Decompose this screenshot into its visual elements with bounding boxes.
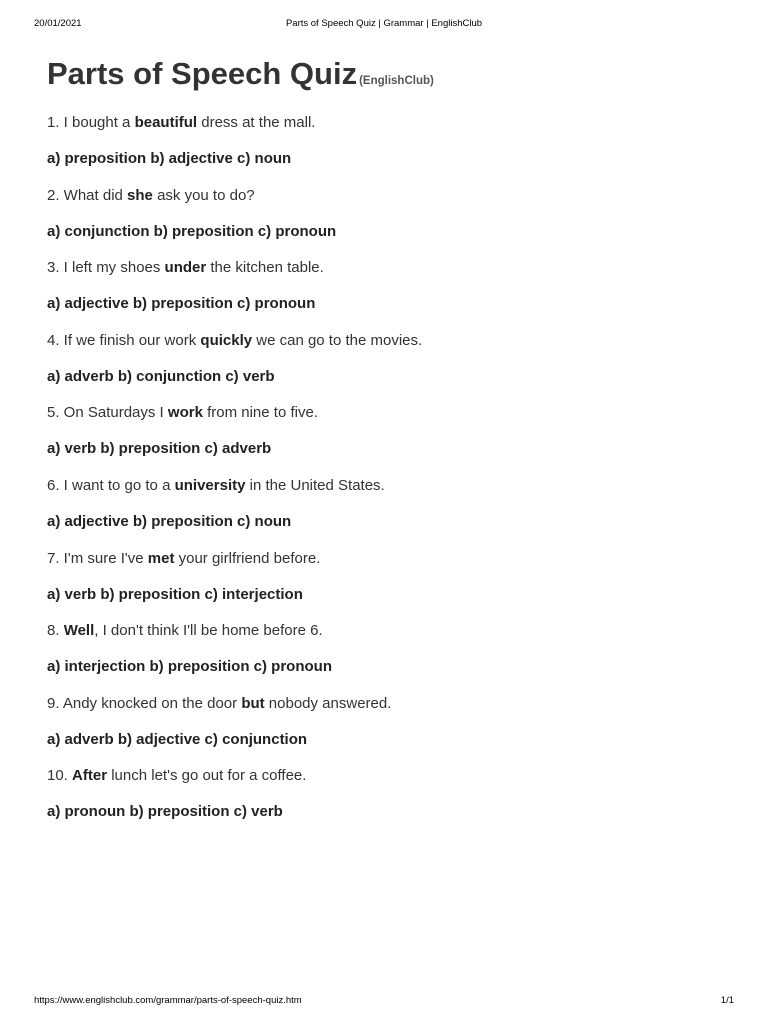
question-keyword: Well [63, 622, 95, 640]
question-3 [47, 259, 727, 332]
question-text [47, 695, 727, 731]
question-text [47, 259, 727, 295]
question-4 [47, 332, 727, 405]
question-text [47, 332, 727, 368]
title-row [47, 56, 727, 96]
title-source: (EnglishClub) [359, 75, 434, 87]
answer-options: a) adverb b) adjective c) conjunction [47, 730, 308, 748]
question-keyword: quickly [200, 331, 253, 349]
question-text [47, 767, 727, 803]
question-text [47, 404, 727, 440]
answer-options: a) adjective b) preposition c) pronoun [47, 295, 316, 313]
print-footer [34, 995, 734, 1007]
question-8 [47, 622, 727, 695]
print-date: 20/01/2021 [34, 18, 82, 29]
question-keyword: work [167, 404, 203, 422]
answer-options: a) verb b) preposition c) adverb [47, 440, 272, 458]
question-text-after: in the United States. [245, 476, 385, 494]
question-9 [47, 695, 727, 768]
question-keyword: beautiful [134, 114, 198, 131]
question-text-after: the kitchen table. [206, 259, 324, 277]
page-number: 1/1 [720, 995, 734, 1006]
page-title: Parts of Speech Quiz [47, 56, 358, 91]
answer-options: a) conjunction b) preposition c) pronoun [47, 222, 337, 240]
question-keyword: university [174, 476, 246, 494]
question-text-after: lunch let's go out for a coffee. [107, 767, 307, 785]
print-page-title: Parts of Speech Quiz | Grammar | EnglishClub [285, 18, 483, 29]
question-text [47, 114, 727, 150]
question-text [47, 550, 727, 586]
question-text [47, 187, 727, 223]
question-text-before: 5. On Saturdays I [47, 404, 168, 422]
question-list [47, 114, 727, 840]
question-text-before: 3. I left my shoes [47, 259, 165, 277]
question-text-after: , I don't think I'll be home before 6. [94, 622, 323, 640]
question-keyword: met [147, 549, 175, 567]
question-text-before: 10. [47, 767, 73, 785]
question-10 [47, 767, 727, 840]
question-text-before: 8. [47, 622, 64, 640]
question-keyword: but [241, 694, 265, 712]
question-text-before: 4. If we finish our work [47, 331, 201, 349]
question-text-before: 6. I want to go to a [47, 476, 175, 494]
answer-options: a) interjection b) preposition c) pronoun [47, 658, 332, 676]
question-keyword: After [72, 767, 108, 785]
question-6 [47, 477, 727, 550]
question-text [47, 622, 727, 658]
question-1 [47, 114, 727, 187]
question-text-after: dress at the mall. [197, 114, 316, 131]
question-text-after: nobody answered. [264, 694, 392, 712]
question-text-after: ask you to do? [152, 186, 255, 204]
question-text-after: your girlfriend before. [174, 549, 321, 567]
question-text [47, 477, 727, 513]
print-header [34, 18, 734, 30]
question-keyword: under [164, 259, 207, 277]
answer-options: a) pronoun b) preposition c) verb [47, 803, 283, 821]
answer-options: a) preposition b) adjective c) noun [47, 150, 292, 167]
question-keyword: she [127, 186, 153, 204]
question-text-before: 7. I'm sure I've [47, 549, 148, 567]
question-text-after: we can go to the movies. [252, 331, 423, 349]
question-7 [47, 550, 727, 623]
question-2 [47, 187, 727, 260]
answer-options: a) verb b) preposition c) interjection [47, 585, 303, 603]
question-text-before: 9. Andy knocked on the door [47, 694, 242, 712]
question-5 [47, 404, 727, 477]
question-text-before: 1. I bought a [47, 114, 135, 131]
question-text-after: from nine to five. [202, 404, 318, 422]
answer-options: a) adverb b) conjunction c) verb [47, 367, 275, 385]
question-text-before: 2. What did [47, 186, 128, 204]
page-url: https://www.englishclub.com/grammar/parts-of-speech-quiz.htm [34, 995, 302, 1006]
answer-options: a) adjective b) preposition c) noun [47, 512, 292, 530]
quiz-content [47, 56, 727, 840]
